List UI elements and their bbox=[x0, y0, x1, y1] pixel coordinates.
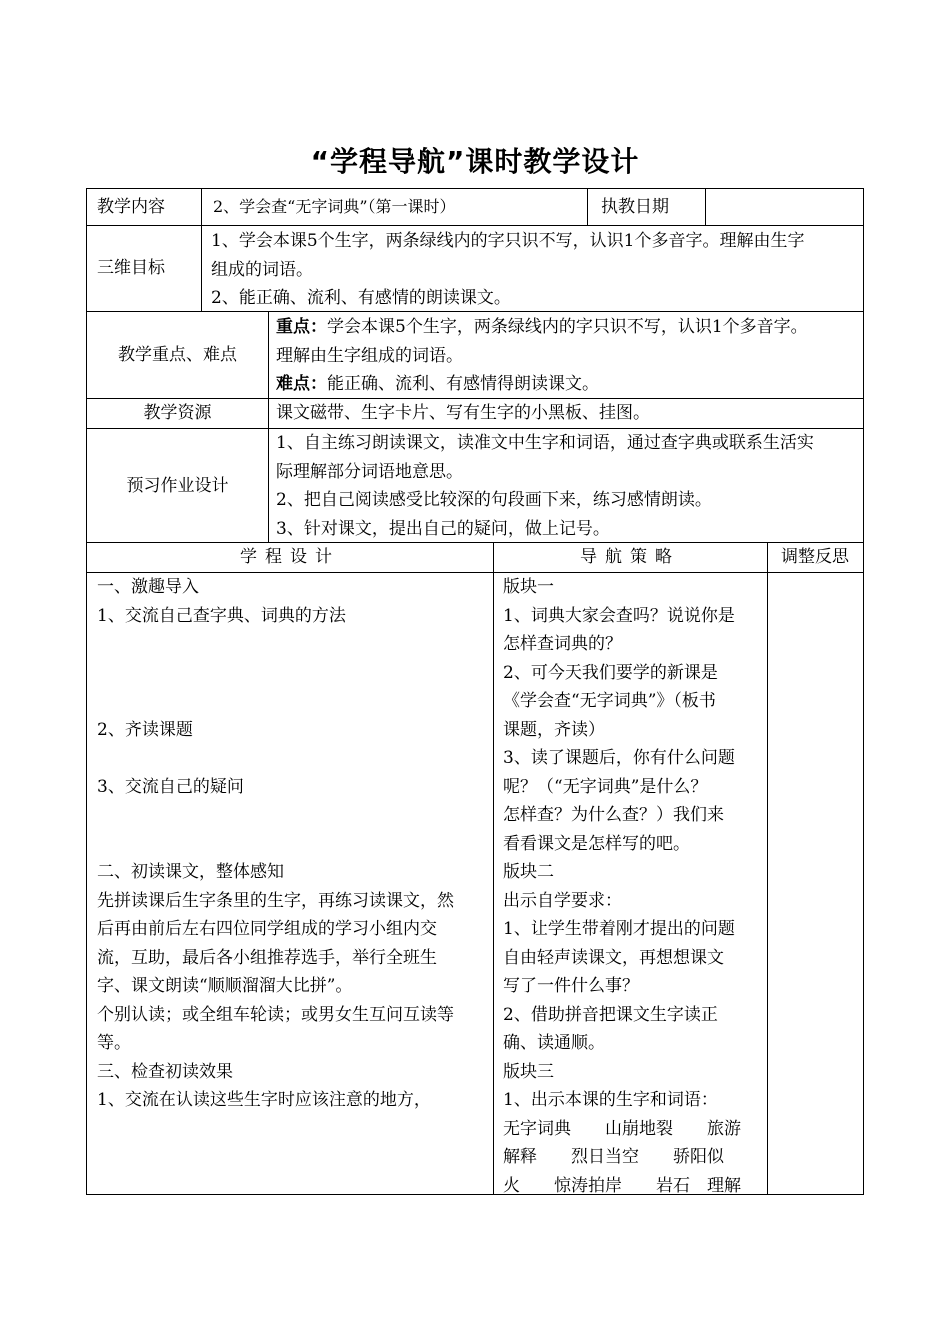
reflection-header: 调整反思 bbox=[781, 547, 849, 567]
strategy-line: 呢？（“无字词典”是什么？ bbox=[503, 776, 708, 797]
col-divider bbox=[201, 189, 202, 311]
design-line: 个别认读；或全组车轮读；或男女生互问互读等 bbox=[97, 1004, 454, 1025]
col-divider bbox=[767, 542, 768, 1194]
preview-line: 1、自主练习朗读课文，读准文中生字和词语，通过查字典或联系生活实 bbox=[276, 433, 814, 453]
key-points-label: 教学重点、难点 bbox=[118, 345, 237, 365]
resources-value: 课文磁带、生字卡片、写有生字的小黑板、挂图。 bbox=[276, 403, 650, 423]
strategy-line: 1、让学生带着刚才提出的问题 bbox=[503, 919, 735, 939]
design-line: 一、激趣导入 bbox=[97, 577, 199, 597]
strategy-line: 无字词典 山崩地裂 旅游 bbox=[503, 1118, 741, 1139]
strategy-line: 版块二 bbox=[503, 862, 554, 882]
preview-line: 际理解部分词语地意思。 bbox=[276, 461, 463, 482]
design-line: 2、齐读课题 bbox=[97, 719, 193, 740]
preview-text bbox=[276, 429, 861, 543]
goals-line: 2、能正确、流利、有感情的朗读课文。 bbox=[211, 288, 511, 308]
strategy-line: 版块一 bbox=[503, 577, 554, 597]
goals-line: 1、学会本课5个生字，两条绿线内的字只识不写，认识1个多音字。理解由生字 bbox=[211, 231, 805, 251]
strategy-line: 出示自学要求： bbox=[503, 890, 622, 911]
design-line: 二、初读课文，整体感知 bbox=[97, 862, 284, 882]
strategy-line: 看看课文是怎样写的吧。 bbox=[503, 833, 690, 854]
design-line: 先拼读课后生字条里的生字，再练习读课文，然 bbox=[97, 890, 454, 911]
strategy-line: 自由轻声读课文，再想想课文 bbox=[503, 947, 724, 968]
strategy-line: 怎样查词典的？ bbox=[503, 634, 622, 654]
strategy-line: 写了一件什么事？ bbox=[503, 976, 639, 996]
goals-text bbox=[211, 227, 861, 313]
strategy-line: 怎样查？为什么查？）我们来 bbox=[503, 805, 724, 825]
goals-label: 三维目标 bbox=[97, 258, 165, 278]
lesson-plan-table bbox=[86, 188, 864, 1195]
strategy-line: 2、借助拼音把课文生字读正 bbox=[503, 1004, 718, 1025]
design-column bbox=[97, 573, 489, 1115]
col-divider bbox=[493, 542, 494, 1194]
design-line bbox=[97, 630, 489, 659]
strategy-header: 导航策略 bbox=[580, 547, 680, 567]
strategy-line: 2、可今天我们要学的新课是 bbox=[503, 662, 718, 683]
design-line: 1、交流在认读这些生字时应该注意的地方， bbox=[97, 1090, 431, 1110]
design-line bbox=[97, 659, 489, 688]
content-value: 2、学会查“无字词典”（第一课时） bbox=[213, 197, 456, 216]
design-line: 三、检查初读效果 bbox=[97, 1061, 233, 1082]
strategy-line: 《学会查“无字词典”》（板书 bbox=[503, 691, 716, 711]
preview-line: 3、针对课文，提出自己的疑问，做上记号。 bbox=[276, 518, 610, 539]
strategy-line: 确、读通顺。 bbox=[503, 1033, 605, 1053]
key-point-prefix: 重点： bbox=[276, 317, 327, 337]
difficult-point-line bbox=[276, 370, 861, 399]
design-line: 等。 bbox=[97, 1033, 131, 1053]
content-label: 教学内容 bbox=[97, 197, 165, 217]
strategy-line: 课题，齐读） bbox=[503, 719, 605, 740]
design-line bbox=[97, 744, 489, 773]
preview-line: 2、把自己阅读感受比较深的句段画下来，练习感情朗读。 bbox=[276, 490, 712, 510]
strategy-line: 火 惊涛拍岸 岩石 理解 bbox=[503, 1175, 741, 1196]
design-line: 后再由前后左右四位同学组成的学习小组内交 bbox=[97, 919, 437, 939]
row-divider bbox=[87, 225, 863, 226]
difficult-point-prefix: 难点： bbox=[276, 374, 327, 394]
strategy-column bbox=[503, 573, 765, 1200]
col-divider bbox=[268, 311, 269, 542]
design-line: 3、交流自己的疑问 bbox=[97, 776, 244, 797]
strategy-line: 解释 烈日当空 骄阳似 bbox=[503, 1147, 724, 1167]
strategy-line: 版块三 bbox=[503, 1061, 554, 1082]
design-line: 1、交流自己查字典、词典的方法 bbox=[97, 605, 346, 626]
strategy-line: 3、读了课题后，你有什么问题 bbox=[503, 748, 735, 768]
page-title: “学程导航”课时教学设计 bbox=[310, 145, 640, 178]
goals-line: 组成的词语。 bbox=[211, 259, 313, 280]
preview-label: 预习作业设计 bbox=[126, 476, 229, 496]
design-header: 学程设计 bbox=[240, 547, 340, 567]
strategy-line: 1、词典大家会查吗？说说你是 bbox=[503, 605, 735, 626]
design-line bbox=[97, 801, 489, 830]
reflection-column[interactable] bbox=[773, 573, 859, 1191]
design-line: 字、课文朗读“顺顺溜溜大比拼”。 bbox=[97, 976, 353, 996]
difficult-point-text: 能正确、流利、有感情得朗读课文。 bbox=[327, 374, 599, 394]
key-points-text bbox=[276, 313, 861, 399]
design-line bbox=[97, 830, 489, 859]
col-divider bbox=[705, 189, 706, 225]
date-label: 执教日期 bbox=[601, 197, 669, 217]
design-line bbox=[97, 687, 489, 716]
key-point-text: 学会本课5个生字，两条绿线内的字只识不写，认识1个多音字。 bbox=[327, 317, 808, 337]
key-point-line bbox=[276, 313, 861, 342]
strategy-line: 1、出示本课的生字和词语： bbox=[503, 1090, 718, 1110]
design-line: 流，互助，最后各小组推荐选手，举行全班生 bbox=[97, 947, 437, 968]
resources-label: 教学资源 bbox=[143, 403, 212, 423]
date-value[interactable] bbox=[715, 193, 855, 221]
key-point-line: 理解由生字组成的词语。 bbox=[276, 345, 463, 366]
col-divider bbox=[587, 189, 588, 225]
